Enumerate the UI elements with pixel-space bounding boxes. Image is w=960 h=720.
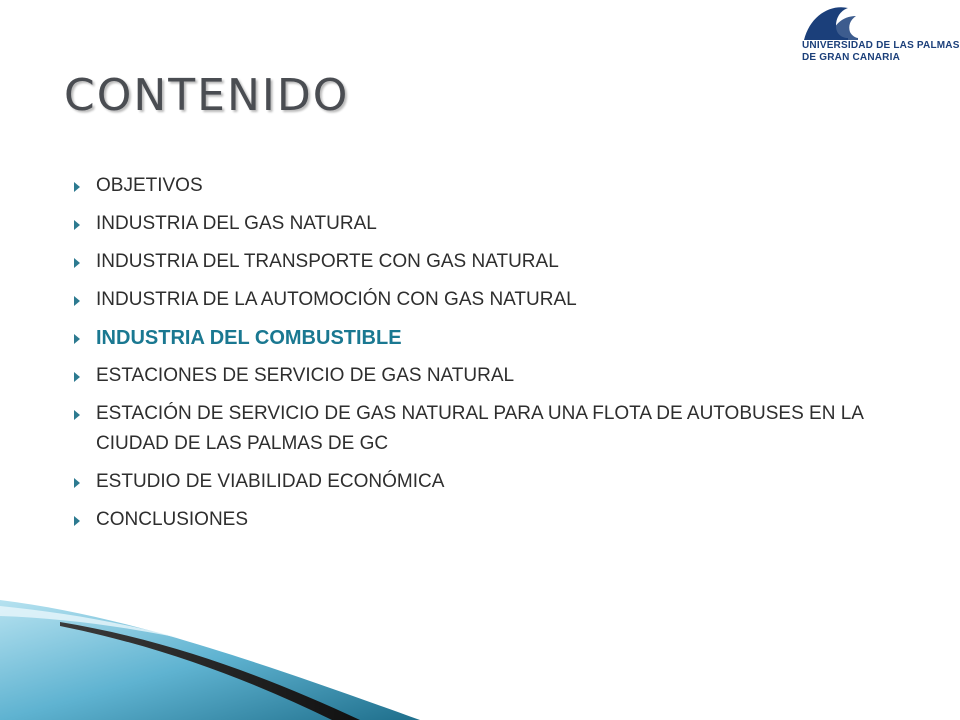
logo-line-2: DE GRAN CANARIA	[802, 52, 900, 63]
bullet-arrow-icon	[74, 410, 96, 420]
list-item-text: ESTACIÓN DE SERVICIO DE GAS NATURAL PARA UNA FLOTA DE AUTOBUSES EN LA CIUDAD DE LAS PALMAS DE GC	[96, 403, 863, 454]
list-item	[74, 399, 934, 459]
list-item-text: INDUSTRIA DEL GAS NATURAL	[96, 213, 377, 234]
list-item-text: ESTUDIO DE VIABILIDAD ECONÓMICA	[96, 471, 445, 492]
bullet-arrow-icon	[74, 182, 96, 192]
list-item-highlighted	[74, 323, 934, 353]
list-item	[74, 505, 934, 535]
decorative-swoosh	[0, 560, 960, 720]
logo-emblem-icon	[796, 0, 960, 44]
slide-title: CONTENIDO	[64, 70, 350, 121]
list-item-text: CONCLUSIONES	[96, 509, 249, 530]
list-item	[74, 171, 934, 201]
bullet-arrow-icon	[74, 296, 96, 306]
bullet-arrow-icon	[74, 372, 96, 382]
list-item	[74, 209, 934, 239]
list-item	[74, 285, 934, 315]
list-item-text: INDUSTRIA DEL COMBUSTIBLE	[96, 327, 402, 349]
content-list	[74, 171, 934, 535]
list-item	[74, 247, 934, 277]
list-item	[74, 361, 934, 391]
list-item-text: OBJETIVOS	[96, 175, 203, 196]
logo-line-1: UNIVERSIDAD DE LAS PALMAS	[802, 40, 960, 51]
university-logo	[796, 0, 960, 72]
bullet-arrow-icon	[74, 220, 96, 230]
bullet-arrow-icon	[74, 478, 96, 488]
list-item-text: ESTACIONES DE SERVICIO DE GAS NATURAL	[96, 365, 515, 386]
list-item-text: INDUSTRIA DE LA AUTOMOCIÓN CON GAS NATURAL	[96, 289, 577, 310]
list-item	[74, 467, 934, 497]
list-item-text: INDUSTRIA DEL TRANSPORTE CON GAS NATURAL	[96, 251, 559, 272]
logo-wordmark	[802, 40, 960, 64]
bullet-arrow-icon	[74, 334, 96, 344]
bullet-arrow-icon	[74, 258, 96, 268]
bullet-arrow-icon	[74, 516, 96, 526]
